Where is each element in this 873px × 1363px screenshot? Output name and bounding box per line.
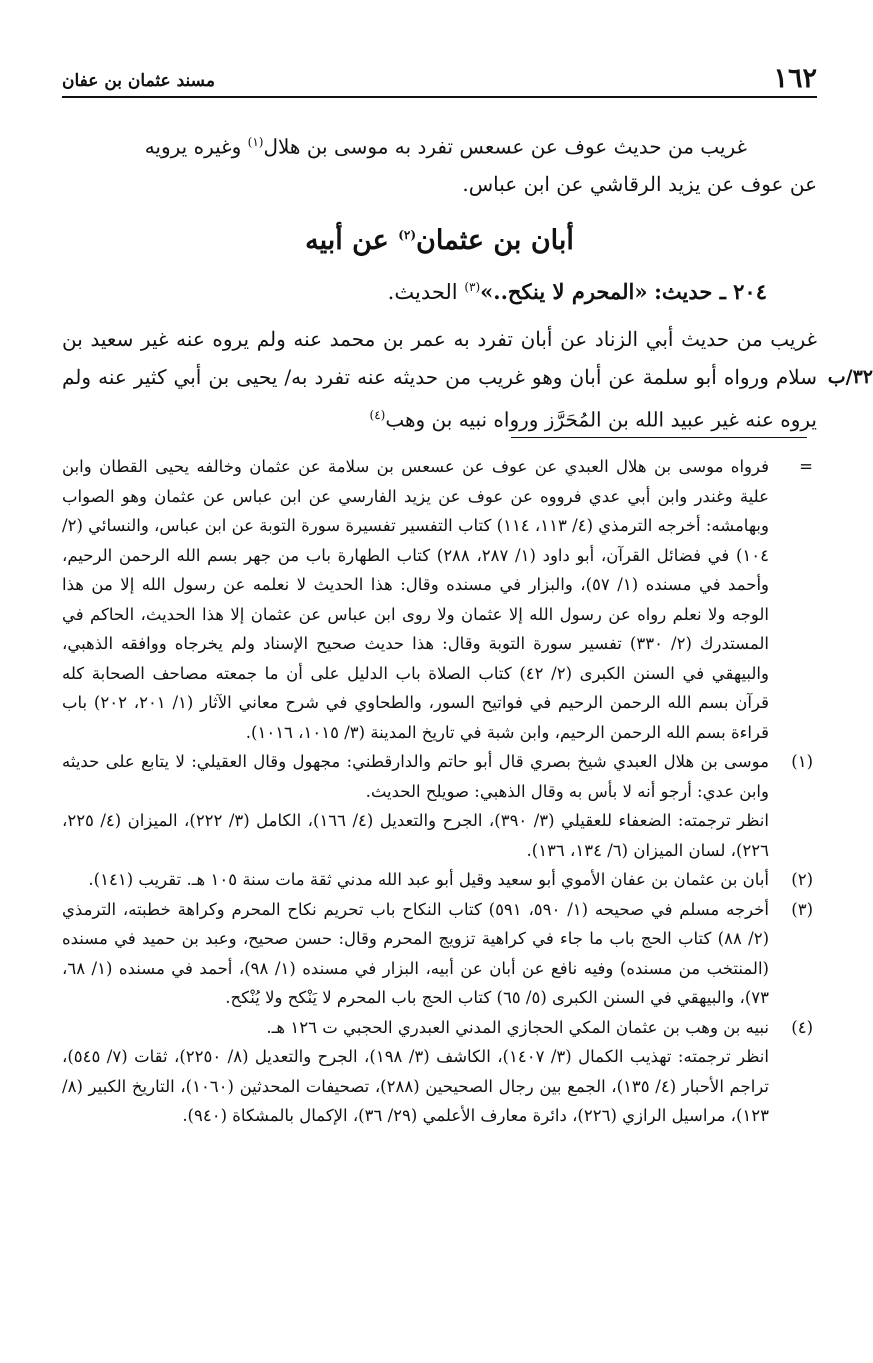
footnote	[62, 895, 817, 1013]
chapter-heading-b: عن أبيه	[305, 224, 389, 256]
footnote	[62, 1013, 817, 1131]
chapter-heading	[62, 215, 817, 261]
footnote-paragraph: انظر ترجمته: الضعفاء للعقيلي (٣/ ٣٩٠)، الجرح والتعديل (٤/ ١٦٦)، الكامل (٣/ ٢٢٢)، الميزان (٤/ ٢٢٥، ٢٢٦)، لسان الميزان (٦/ ١٣٤، ١٣٦).	[62, 811, 769, 860]
footnote-paragraph: أبان بن عثمان بن عفان الأموي أبو سعيد وقيل أبو عبد الله مدني ثقة مات سنة ١٠٥ هـ. تقريب (١٤١).	[88, 870, 769, 889]
page-number: ١٦٢	[773, 63, 817, 94]
hadith-number: ٢٠٤ ـ حديث:	[654, 278, 767, 304]
footnote-text	[62, 865, 769, 895]
footnote-text	[62, 452, 769, 747]
footnote	[62, 452, 817, 747]
hadith-entry	[62, 269, 817, 310]
footnote-marker: =	[799, 457, 813, 476]
footnote	[62, 747, 817, 865]
footnote-paragraph: أخرجه مسلم في صحيحه (١/ ٥٩٠، ٥٩١) كتاب النكاح باب تحريم نكاح المحرم وكراهة خطبته، الترمذي (٢/ ٨٨) كتاب الحج باب ما جاء في كراهية تزويج المحرم وقال: حسن صحيح، وعبد بن حميد في مسنده (المنتخب من مسنده) وفيه نافع عن أبان عن أبيه، البزار في مسنده (١/ ٩٨)، أحمد في مسنده (١/ ٦٨، ٧٣)، والبيهقي في السنن الكبرى (٥/ ٦٥) كتاب الحج باب المحرم لا يَنْكح ولا يُنْكح.	[62, 899, 770, 1007]
footnote-paragraph: فرواه موسى بن هلال العبدي عن عوف عن عسعس بن سلامة عن عثمان وخالفه يحيى القطان وابن علية وغندر وابن أبي عدي فرووه عن عوف عن يزيد الفارسي عن ابن عباس عن عثمان وهو الصواب وبهامشه: أخرجه الترمذي (٤/ ١١٣، ١١٤) كتاب التفسير تفسيرة سورة التوبة عن ابن عباس، والنسائي (٢/ ١٠٤) في فضائل القرآن، أبو داود (١/ ٢٨٧، ٢٨٨) كتاب الطهارة باب من جهر بسم الله الرحمن الرحيم، وأحمد في مسنده (١/ ٥٧)، والبزار في مسنده وقال: هذا الحديث لا نعلمه عن رسول الله إلا من هذا الوجه ولا نعلم رواه عن رسول الله إلا عثمان ولا روى ابن عباس عن عثمان إلا هذا الحديث، الحاكم في المستدرك (٢/ ٣٣٠) تفسير سورة التوبة وقال: هذا حديث صحيح الإسناد ولم يخرجاه ووافقه الذهبي، والبيهقي في السنن الكبرى (٢/ ٤٢) كتاب الصلاة باب الدليل على أن ما جمعته مصاحف الصحابة كله قرآن بسم الله الرحمن الرحيم في فواتيح السور، والطحاوي في شرح معاني الآثار (١/ ٢٠١، ٢٠٢) باب قراءة بسم الله الرحمن الرحيم، وابن شبة في تاريخ المدينة (٣/ ١٠١٥، ١٠١٦).	[62, 457, 770, 742]
footnote	[62, 865, 817, 895]
footnote-text	[62, 1013, 769, 1131]
footnote-marker: (٣)	[791, 899, 813, 919]
footnote-ref-1[interactable]: (١)	[247, 135, 264, 149]
footnote-marker: (٤)	[791, 1017, 813, 1037]
margin-folio-marker: ٣٢/ب	[827, 365, 873, 388]
footnote-text	[62, 747, 769, 865]
footnote-marker: (١)	[791, 752, 813, 771]
paragraph-1-line-2: عن عوف عن يزيد الرقاشي عن ابن عباس.	[462, 171, 817, 196]
footnote-paragraph: انظر ترجمته: تهذيب الكمال (٣/ ١٤٠٧)، الكاشف (٣/ ١٩٨)، الجرح والتعديل (٨/ ٢٢٥٠)، ثقات (٧/ ٥٤٥)، تراجم الأحبار (٤/ ١٣٥)، الجمع بين رجال الصحيحين (٢٨٨)، تصحيفات المحدثين (١٠٦٠)، التاريخ الكبير (٨/ ١٢٣)، مراسيل الرازي (٢٢٦)، دائرة معارف الأعلمي (٢٩/ ٣٦)، الإكمال بالمشكاة (٩٤٠).	[62, 1047, 769, 1125]
paragraph-3-text: غريب من حديث أبي الزناد عن أبان تفرد به عمر بن محمد عنه ولم يروه عنه غير سعيد بن سلام ورواه أبو سلمة عن أبان وهو غريب من حديثه عنه تفرد به/ يحيى بن أبي كثير عنه ولم يروه عنه غير عبيد الله بن المُحَرَّز ورواه نبيه بن وهب	[62, 326, 817, 432]
paragraph-1-line-1: غريب من حديث عوف عن عسعس تفرد به موسى بن هلال	[263, 134, 747, 159]
page-header	[62, 54, 817, 98]
footnotes	[62, 452, 817, 1131]
hadith-text: «المحرم لا ينكح..»	[480, 278, 648, 304]
footnote-marker: (٢)	[791, 870, 813, 889]
footnote-paragraph: موسى بن هلال العبدي شيخ بصري قال أبو حاتم والدارقطني: مجهول وقال العقيلي: لا يتابع على حديثه وابن عدي: أرجو أنه لا بأس به وقال الذهبي: صويلح الحديث.	[62, 752, 769, 801]
chapter-heading-a: أبان بن عثمان	[416, 224, 574, 256]
hadith-end: الحديث.	[387, 279, 458, 304]
footnote-text	[62, 895, 769, 1013]
footnote-separator	[511, 437, 807, 438]
main-text	[62, 124, 873, 438]
paragraph-1-line-1-end: وغيره يرويه	[144, 134, 242, 159]
footnote-paragraph: نبيه بن وهب بن عثمان المكي الحجازي المدني العبدري الحجبي ت ١٢٦ هـ.	[266, 1017, 769, 1037]
paragraph-3	[62, 320, 873, 439]
running-title: مسند عثمان بن عفان	[62, 71, 215, 91]
footnote-ref-2[interactable]: (٢)	[398, 227, 417, 242]
paragraph-1	[62, 124, 817, 203]
footnote-ref-3[interactable]: (٣)	[464, 279, 481, 294]
footnote-ref-4[interactable]: (٤)	[369, 407, 386, 422]
